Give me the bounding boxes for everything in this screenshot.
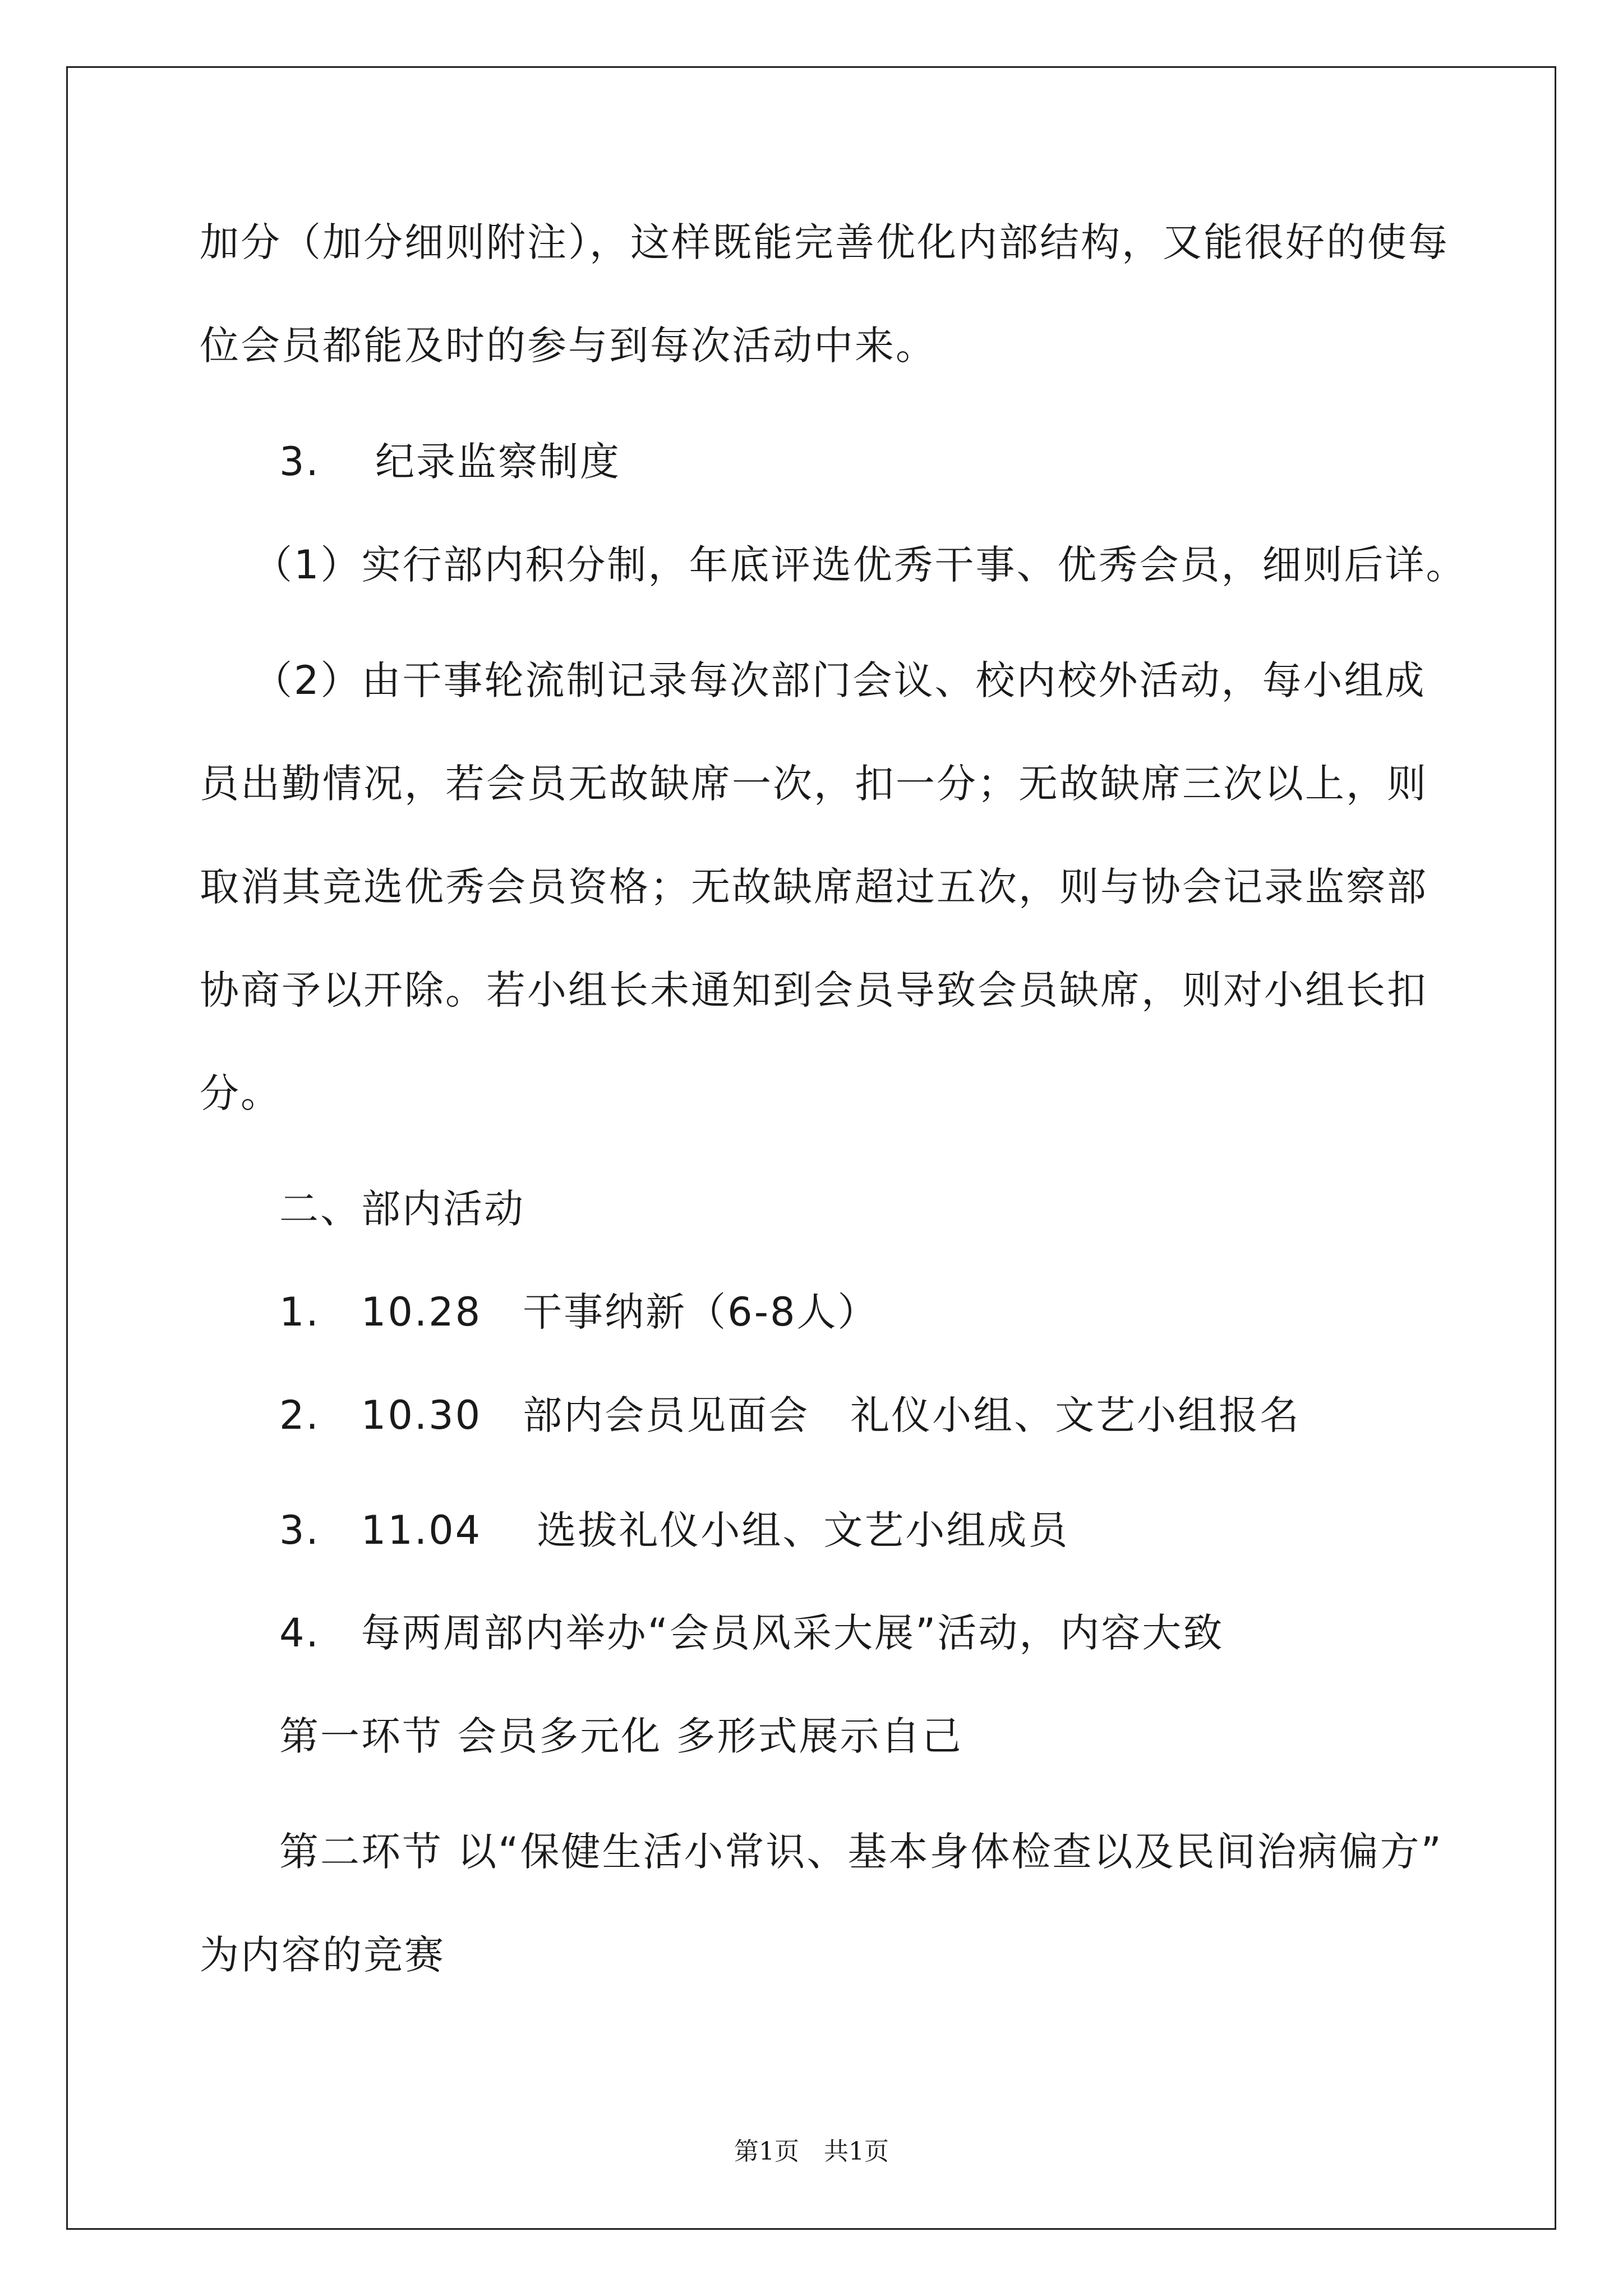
section-heading-activities: 二、部内活动 bbox=[279, 1186, 525, 1232]
activity-item-3: 3. 11.04 选拔礼仪小组、文艺小组成员 bbox=[279, 1507, 1069, 1553]
body-line-4: （1）实行部内积分制，年底评选优秀干事、优秀会员，细则后详。 bbox=[253, 542, 1467, 588]
body-line-5: （2）由干事轮流制记录每次部门会议、校内校外活动，每小组成 bbox=[253, 657, 1426, 703]
body-line-1: 加分（加分细则附注），这样既能完善优化内部结构，又能很好的使每 bbox=[200, 219, 1449, 265]
body-line-2: 位会员都能及时的参与到每次活动中来。 bbox=[200, 323, 937, 369]
body-line-7: 取消其竞选优秀会员资格；无故缺席超过五次，则与协会记录监察部 bbox=[200, 864, 1428, 910]
activity-stage-1: 第一环节 会员多元化 多形式展示自己 bbox=[279, 1713, 963, 1759]
page-footer: 第1页 共1页 bbox=[734, 2137, 889, 2166]
activity-stage-2: 第二环节 以“保健生活小常识、基本身体检查以及民间治病偏方” bbox=[279, 1829, 1443, 1875]
activity-stage-2-cont: 为内容的竞赛 bbox=[200, 1932, 445, 1978]
activity-item-1: 1. 10.28 干事纳新（6-8人） bbox=[279, 1289, 879, 1335]
page-border bbox=[66, 66, 1556, 2230]
body-line-8: 协商予以开除。若小组长未通知到会员导致会员缺席，则对小组长扣 bbox=[200, 967, 1428, 1013]
section-heading-3: 3. 纪录监察制度 bbox=[279, 439, 621, 485]
activity-item-4: 4. 每两周部内举办“会员风采大展”活动，内容大致 bbox=[279, 1610, 1224, 1656]
body-line-6: 员出勤情况，若会员无故缺席一次，扣一分；无故缺席三次以上，则 bbox=[200, 761, 1428, 807]
body-line-9: 分。 bbox=[200, 1070, 282, 1116]
activity-item-2: 2. 10.30 部内会员见面会 礼仪小组、文艺小组报名 bbox=[279, 1392, 1301, 1438]
